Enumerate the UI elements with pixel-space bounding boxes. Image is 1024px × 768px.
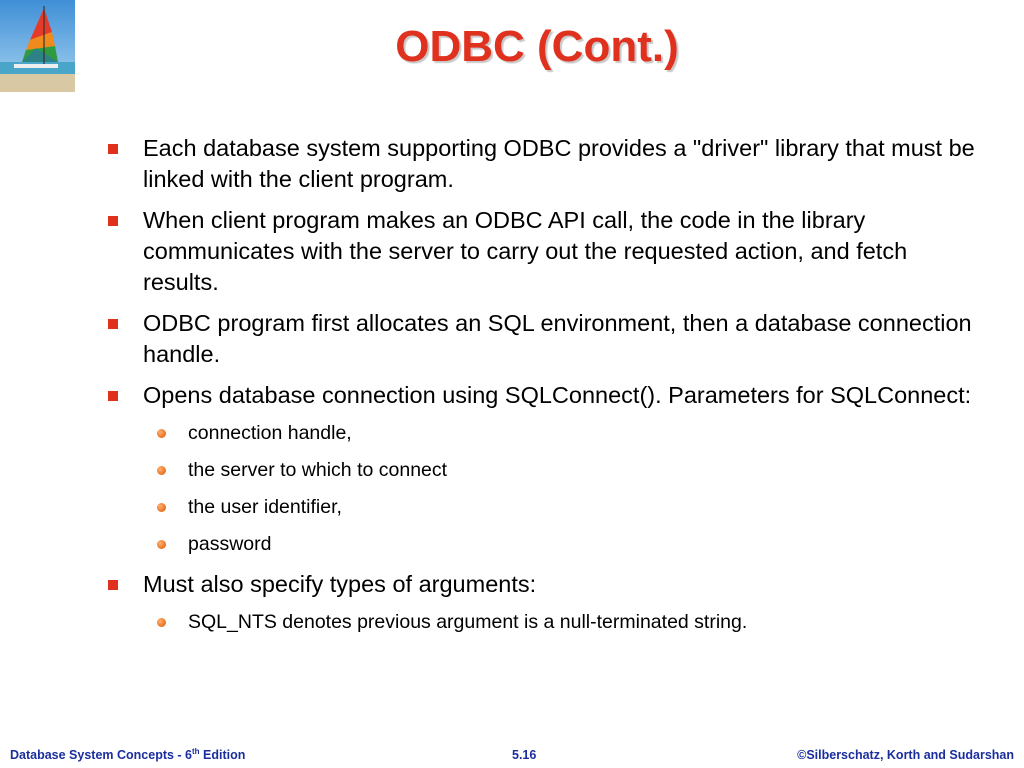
sub-bullet-item — [105, 421, 975, 445]
round-bullet-icon — [157, 429, 166, 438]
bullet-item — [105, 380, 975, 411]
round-bullet-icon — [157, 540, 166, 549]
round-bullet-icon — [157, 503, 166, 512]
sub-bullet-item — [105, 532, 975, 556]
square-bullet-icon — [108, 319, 118, 329]
square-bullet-icon — [108, 144, 118, 154]
square-bullet-icon — [108, 580, 118, 590]
bullet-text: Must also specify types of arguments: — [143, 571, 537, 597]
bullet-text: ODBC program first allocates an SQL environment, then a database connection handle. — [143, 310, 972, 367]
sub-bullet-item — [105, 458, 975, 482]
bullet-item — [105, 569, 975, 600]
sub-bullet-item — [105, 610, 975, 634]
bullet-text: the server to which to connect — [188, 459, 448, 481]
bullet-text: Opens database connection using SQLConnect(). Parameters for SQLConnect: — [143, 382, 972, 408]
bullet-text: connection handle, — [188, 422, 352, 444]
footer-page-number: 5.16 — [512, 748, 537, 762]
bullet-item — [105, 308, 975, 370]
bullet-text: password — [188, 533, 272, 555]
square-bullet-icon — [108, 216, 118, 226]
bullet-text: When client program makes an ODBC API call, the code in the library communicates with the server to carry out the requested action, and fetch results. — [143, 207, 908, 295]
bullet-item — [105, 133, 975, 195]
footer-book-title: Database System Concepts - 6th Edition — [10, 746, 246, 762]
bullet-text: the user identifier, — [188, 496, 342, 518]
slide-title: ODBC (Cont.) — [395, 22, 679, 71]
bullet-list — [105, 133, 975, 647]
bullet-text: Each database system supporting ODBC provides a "driver" library that must be linked with the client program. — [143, 135, 975, 192]
footer-copyright: ©Silberschatz, Korth and Sudarshan — [797, 748, 1014, 762]
round-bullet-icon — [157, 466, 166, 475]
square-bullet-icon — [108, 391, 118, 401]
sub-bullet-item — [105, 495, 975, 519]
bullet-item — [105, 205, 975, 298]
bullet-text: SQL_NTS denotes previous argument is a null-terminated string. — [188, 611, 748, 633]
round-bullet-icon — [157, 618, 166, 627]
